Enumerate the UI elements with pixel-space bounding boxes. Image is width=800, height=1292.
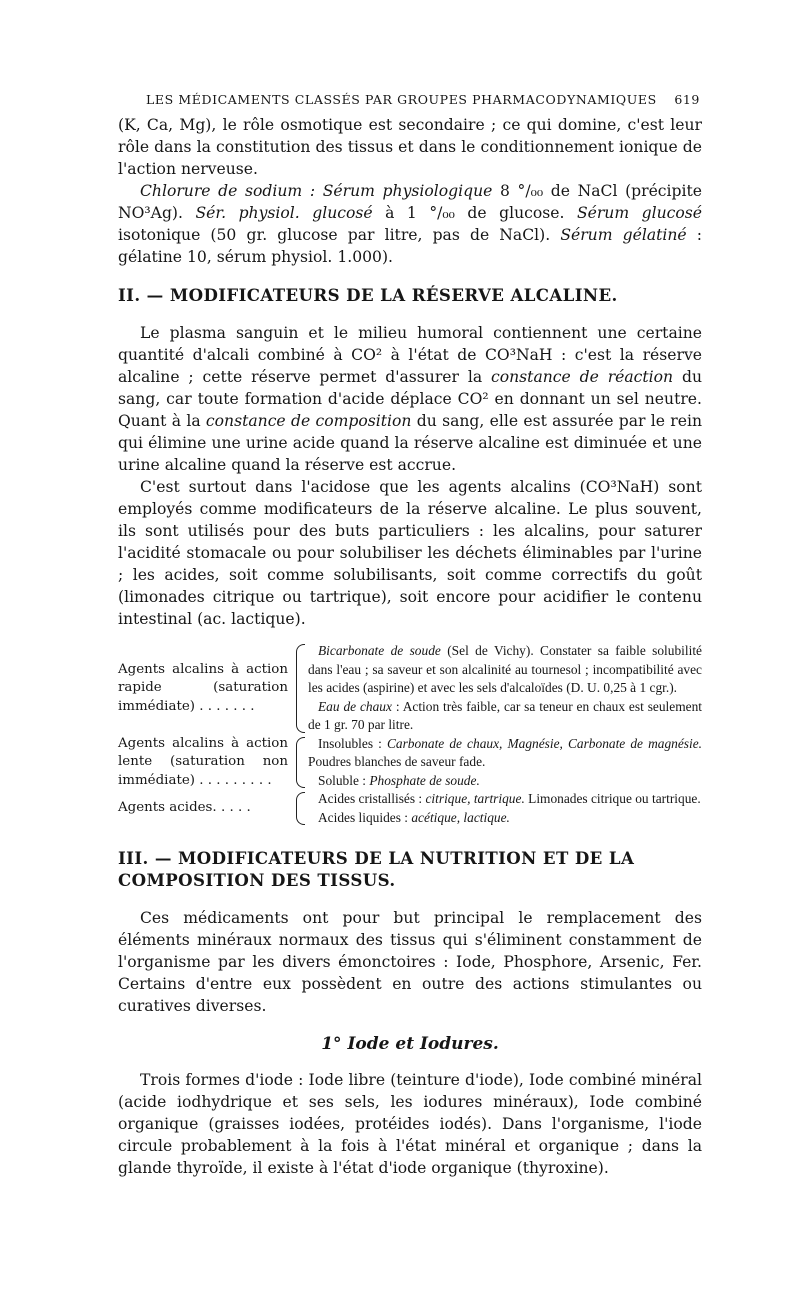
insolubles-entry xyxy=(308,735,702,772)
serum-physio-term: Chlorure de sodium : Sérum physiologique xyxy=(140,182,493,200)
subsection-title-text: 1° Iode et Iodures. xyxy=(321,1034,499,1054)
page-number: 619 xyxy=(674,92,700,107)
paragraph-continued: (K, Ca, Mg), le rôle osmotique est secondaire ; ce qui domine, c'est leur rôle dans la constitution des tissus et dans le conditionnement ionique de l'action nerveuse. xyxy=(118,116,702,178)
text-span: isotonique (50 gr. glucose par litre, pas de NaCl). xyxy=(118,226,561,244)
italic-term: citrique, tartrique. xyxy=(425,791,525,806)
text-span: à 1 °/₀₀ de glucose. xyxy=(372,204,577,222)
agents-rapide-row xyxy=(118,642,702,735)
section-heading-reserve-alcaline: II. — MODIFICATEURS DE LA RÉSERVE ALCALINE. xyxy=(118,285,618,305)
agents-acides-desc xyxy=(308,790,702,827)
paragraph-acidose: C'est surtout dans l'acidose que les agents alcalins (CO³NaH) sont employés comme modificateurs de la réserve alcaline. Le plus souvent, ils sont utilisés pour des buts particuliers : les alcalins, pour saturer l'acidité stomacale ou pour solubiliser les déchets éliminables par l'urine ; les acides, soit comme solubilisants, soit comme correctifs du goût (limonades citrique ou tartrique), soit encore pour acidifier le contenu intestinal (ac. lactique). xyxy=(118,478,702,628)
text-span: Le plasma sanguin et le milieu humoral contiennent une certaine quantité d'alcali combiné à CO² à l'état de CO³NaH : c'est la réserve alcaline ; cette réserve permet d'assurer la xyxy=(118,324,702,386)
text-span: (Sel de Vichy). Constater sa faible solubilité dans l'eau ; sa saveur et son alcalinité au tournesol ; incompatibilité avec les acides (aspirine) et avec les sels d'alcaloïdes (D. U. 0,25 à 1 cgr.). xyxy=(308,643,702,695)
text-span: Limonades citrique ou tartrique. xyxy=(524,791,701,806)
italic-term: Phosphate de soude. xyxy=(369,772,480,788)
agents-table xyxy=(118,642,702,827)
text-span: Acides liquides : xyxy=(318,809,412,825)
subsection-heading-iode xyxy=(118,1033,702,1055)
agents-acides-label: Agents acides. . . . . xyxy=(118,800,251,816)
serum-glucose-term: Sér. physiol. glucosé xyxy=(195,204,373,222)
paragraph-serums xyxy=(118,180,702,268)
serum-glucose-iso-term: Sérum glucosé xyxy=(576,204,702,222)
agents-rapide-desc xyxy=(308,642,702,735)
text-span: Poudres blanches de saveur fade. xyxy=(308,754,486,769)
agents-lente-label: Agents alcalins à action lente (saturation non immédiate) . . . . . . . . . xyxy=(118,735,288,788)
bicarbonate-entry xyxy=(308,642,702,698)
agents-acides-row xyxy=(118,790,702,827)
eau-de-chaux-entry xyxy=(308,698,702,735)
section-heading-nutrition: III. — MODIFICATEURS DE LA NUTRITION ET DE LA COMPOSITION DES TISSUS. xyxy=(118,848,635,890)
paragraph-plasma xyxy=(118,322,702,476)
running-title: LES MÉDICAMENTS CLASSÉS PAR GROUPES PHARMACODYNAMIQUES xyxy=(146,92,657,107)
text-span: Insolubles : xyxy=(318,735,387,751)
text-span: du sang, elle est assurée par le rein qui élimine une urine acide quand la réserve alcaline est diminuée et une urine alcaline quand la réserve est accrue. xyxy=(118,412,702,474)
italic-term: Carbonate de chaux, Magnésie, Carbonate de magnésie. xyxy=(386,735,702,751)
running-header xyxy=(146,92,702,114)
italic-term: Bicarbonate de soude xyxy=(318,643,441,658)
brace xyxy=(294,790,308,827)
text-span: Soluble : xyxy=(318,772,370,788)
soluble-entry xyxy=(308,772,702,791)
italic-term: acétique, lactique. xyxy=(411,809,510,825)
text-span: du sang, car toute formation d'acide déplace CO² en donnant un sel neutre. Quant à la xyxy=(118,368,703,430)
book-page xyxy=(118,92,702,1179)
italic-term: constance de réaction xyxy=(491,368,674,386)
agents-rapide-label: Agents alcalins à action rapide (saturation immédiate) . . . . . . . xyxy=(118,661,288,714)
text-span: 8 °/₀₀ de NaCl (précipite NO³Ag). xyxy=(118,182,702,222)
paragraph-iode: Trois formes d'iode : Iode libre (teinture d'iode), Iode combiné minéral (acide iodhydrique et ses sels, les iodures minéraux), Iode combiné organique (graisses iodées, protéides iodés). Dans l'organisme, l'iode circule probablement à la fois à l'état minéral et organique ; dans la glande thyroïde, il existe à l'état d'iode organique (thyroxine). xyxy=(118,1071,702,1177)
agents-lente-row xyxy=(118,735,702,791)
text-span: : gélatine 10, sérum physiol. 1.000). xyxy=(118,226,703,266)
italic-term: constance de composition xyxy=(205,412,412,430)
agents-lente-desc xyxy=(308,735,702,791)
acides-liquides-entry xyxy=(308,809,702,828)
brace xyxy=(294,735,308,791)
serum-gelatine-term: Sérum gélatiné xyxy=(560,226,687,244)
brace xyxy=(294,642,308,735)
acides-cristallises-entry xyxy=(308,790,702,809)
paragraph-remplacement: Ces médicaments ont pour but principal le remplacement des éléments minéraux normaux des tissus qui s'éliminent constamment de l'organisme par les divers émonctoires : Iode, Phosphore, Arsenic, Fer. Certains d'entre eux possèdent en outre des actions stimulantes ou curatives diverses. xyxy=(118,909,702,1015)
italic-term: Eau de chaux xyxy=(318,698,392,714)
text-span: : Action très faible, car sa teneur en chaux est seulement de 1 gr. 70 par litre. xyxy=(308,698,702,732)
text-span: Acides cristallisés : xyxy=(318,791,426,806)
